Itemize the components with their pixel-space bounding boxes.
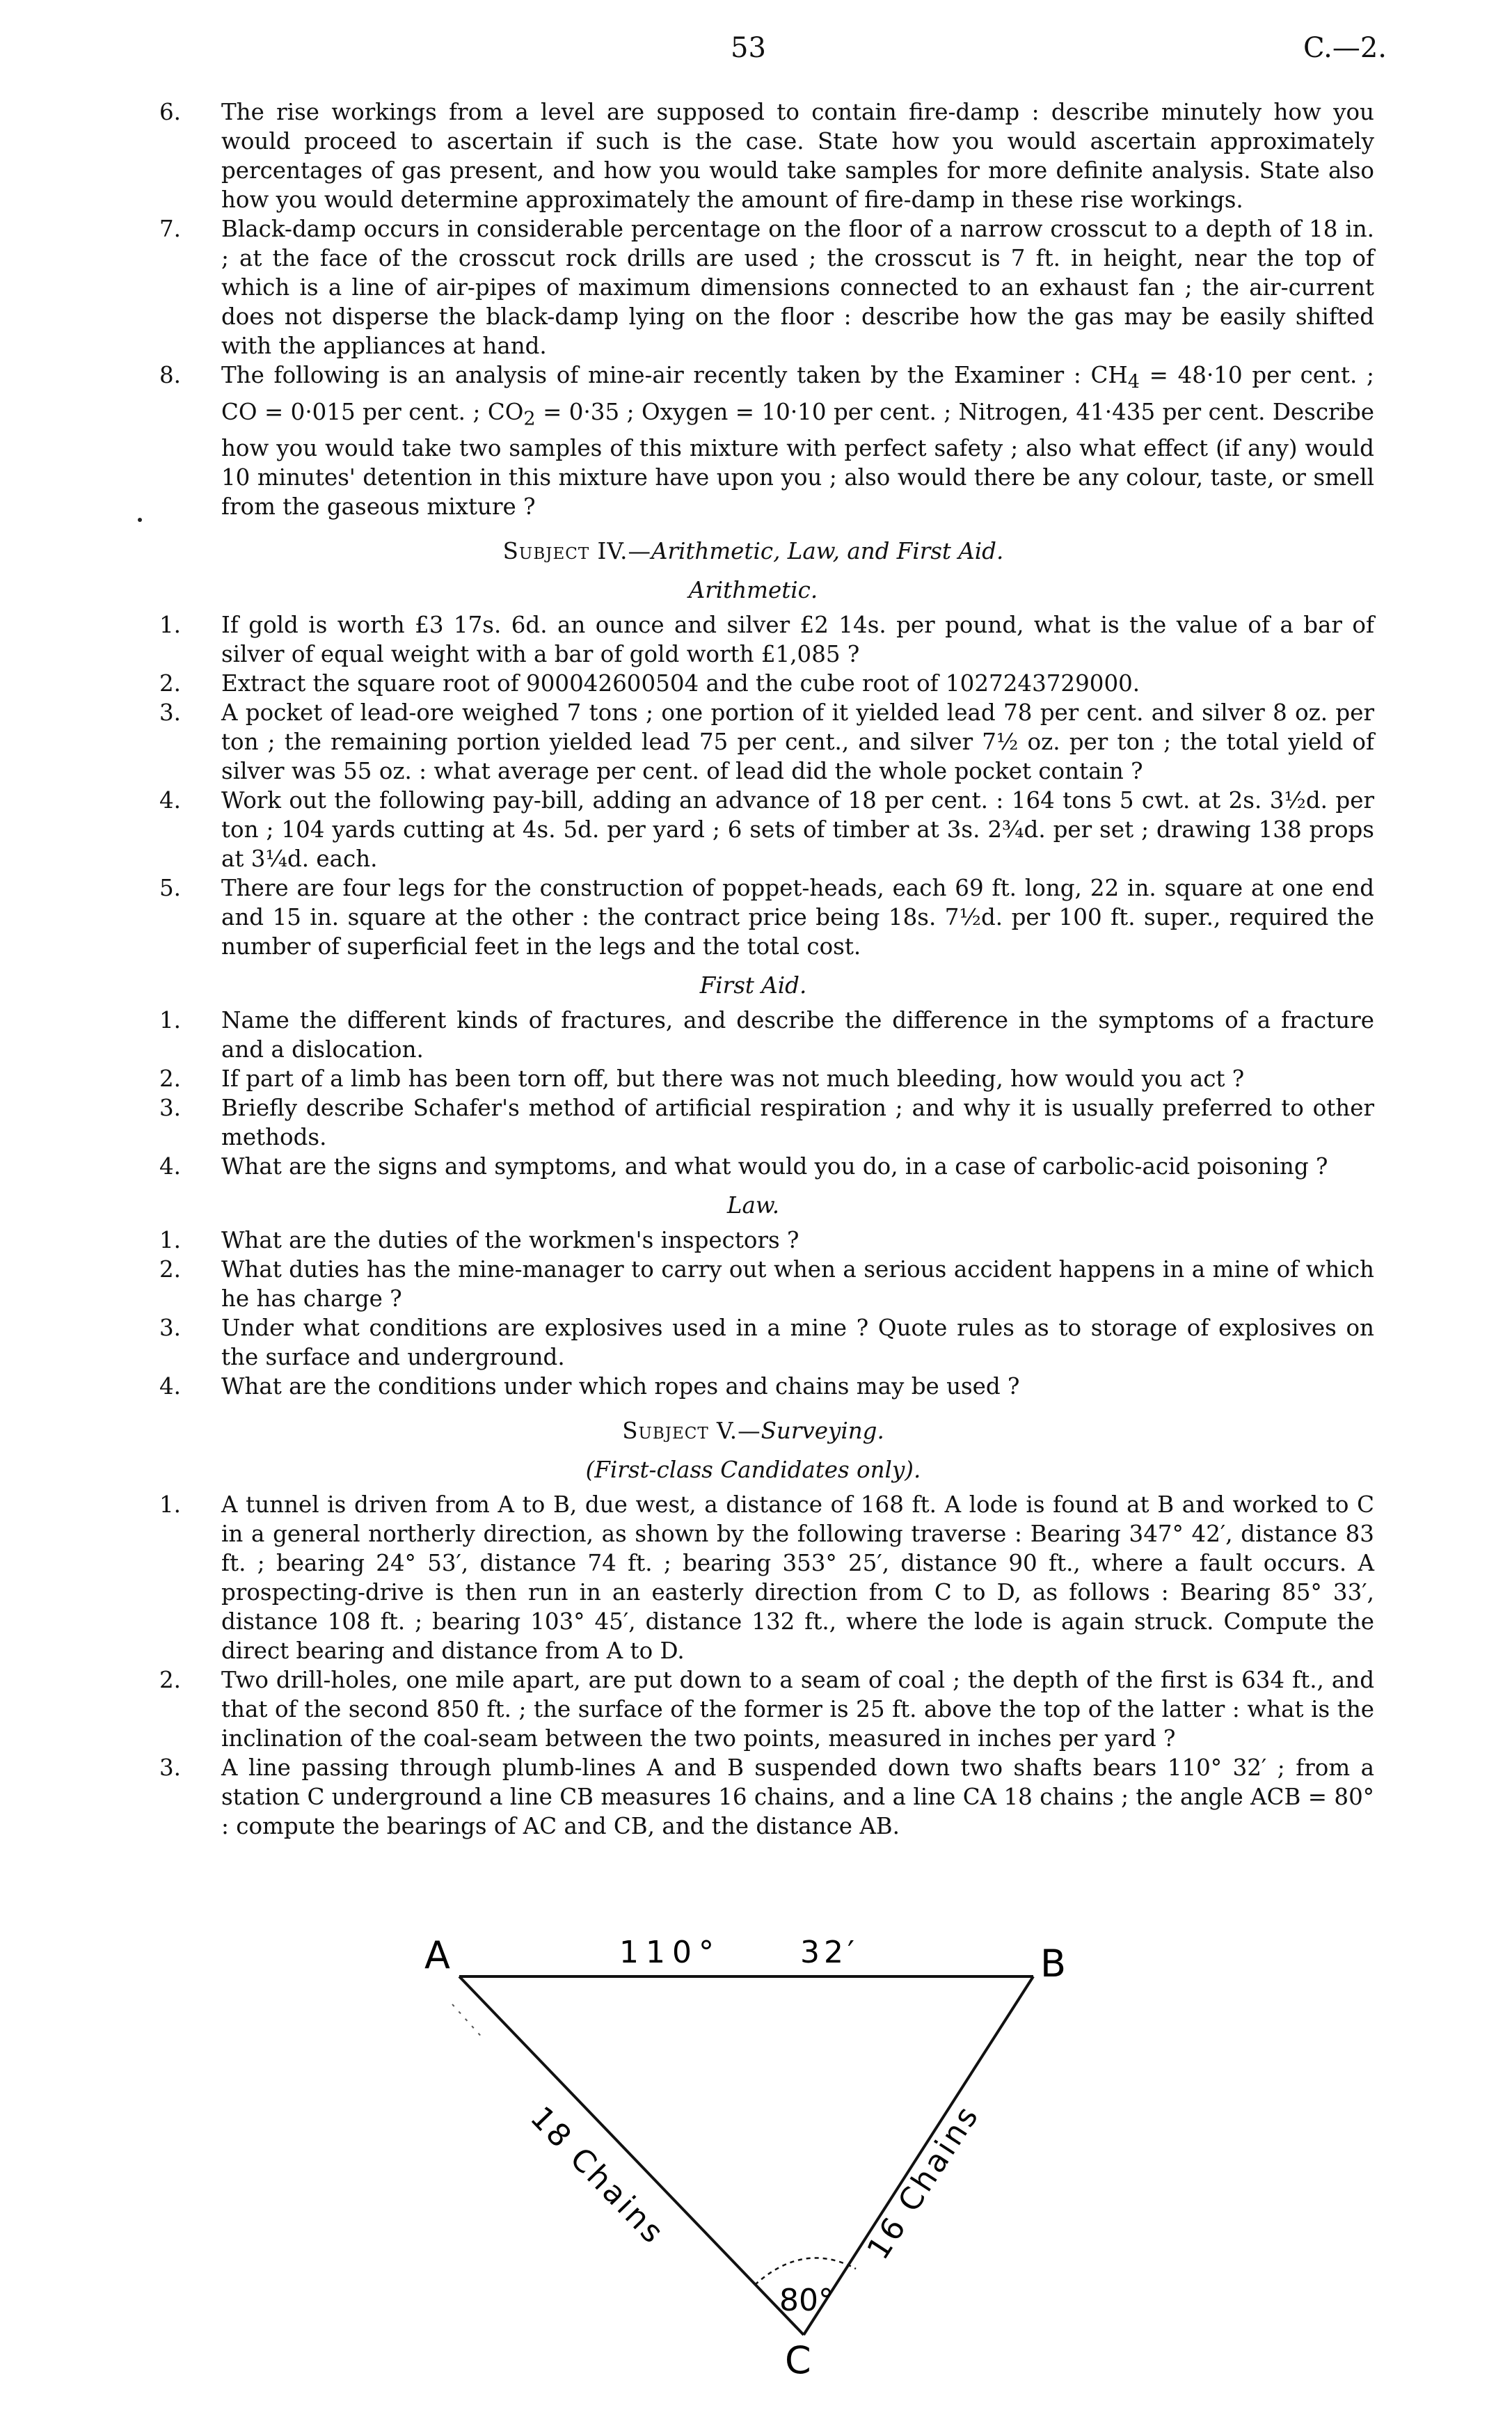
- question-number: 2.: [159, 1256, 181, 1283]
- question-number: 1.: [159, 1007, 181, 1033]
- question-item: [132, 360, 1374, 521]
- question-item: [132, 97, 1374, 214]
- question-number: 6.: [159, 99, 181, 125]
- subscript: 2: [523, 408, 536, 429]
- side-ca-length: 18 Chains: [523, 2100, 672, 2252]
- question-text: A line passing through plumb-lines A and B suspended down two shafts bears 110° 32′ ; from a station C underground a line CB measures 16 chains, and a line CA 18 chains ; the angle ACB = 80° : compute the bearings of AC and CB, and the distance AB.: [221, 1754, 1374, 1839]
- angle-arc: [755, 2258, 856, 2285]
- subject-heading: [132, 537, 1374, 566]
- page-header: [0, 26, 1512, 68]
- label-c: C: [785, 2338, 811, 2380]
- question-number: 1.: [159, 1227, 181, 1253]
- question-item: [132, 1753, 1374, 1841]
- question-text: Work out the following pay-bill, adding an advance of 18 per cent. : 164 tons 5 cwt. at 2s. 3½d. per ton ; 104 yards cutting at 4s. 5d. per yard ; 6 sets of timber at 3s. 2¾d. per set ; drawing 138 props at 3¼d. each.: [221, 787, 1374, 872]
- subscript: 4: [1127, 371, 1140, 393]
- question-text: A tunnel is driven from A to B, due west, a distance of 168 ft. A lode is found at B and worked to C in a general northerly direction, as shown by the following traverse : Bearing 347° 42′, distance 83 ft. ; bearing 24° 53′, distance 74 ft. ; bearing 353° 25′, distance 90 ft., where a fault occurs. A prospecting-drive is then run in an easterly direction from C to D, as follows : Bearing 85° 33′, distance 108 ft. ; bearing 103° 45′, distance 132 ft., where the lode is again struck. Compute the direct bearing and distance from A to D.: [221, 1491, 1374, 1664]
- question-item: [132, 669, 1374, 698]
- question-text: If part of a limb has been torn off, but there was not much bleeding, how would you act ?: [221, 1065, 1245, 1092]
- question-number: 4.: [159, 1373, 181, 1400]
- question-text: The rise workings from a level are supposed to contain fire-damp : describe minutely how you would proceed to ascertain if such is the case. State how you would ascertain approximately percentages of gas present, and how you would take samples for more definite analysis. State also how you would determine approximately the amount of fire-damp in these rise workings.: [221, 99, 1374, 213]
- line-bc: [804, 1976, 1033, 2335]
- section-heading: Law.: [726, 1192, 780, 1219]
- question-item: [132, 1064, 1374, 1093]
- question-text: Two drill-holes, one mile apart, are put down to a seam of coal ; the depth of the first is 634 ft., and that of the second 850 ft. ; the surface of the former is 25 ft. above the top of the latter : what is the inclination of the coal-seam between the two points, measured in inches per yard ?: [221, 1667, 1374, 1752]
- question-number: 4.: [159, 787, 181, 814]
- subject-title: Surveying.: [761, 1418, 884, 1444]
- question-text-part: The following is an analysis of mine-air recently taken by the Examiner : CH: [221, 362, 1128, 388]
- question-item: [132, 214, 1374, 360]
- question-number: 1.: [159, 1491, 181, 1518]
- label-a: A: [424, 1935, 450, 1977]
- line-ac: [459, 1976, 804, 2335]
- question-item: [132, 1255, 1374, 1313]
- question-item: [132, 698, 1374, 786]
- question-item: [132, 1490, 1374, 1665]
- question-item: [132, 1372, 1374, 1401]
- section-heading: First Aid.: [699, 972, 807, 999]
- question-number: 2.: [159, 1667, 181, 1693]
- section-note: (First-class Candidates only).: [585, 1457, 921, 1483]
- question-text: Extract the square root of 900042600504 and the cube root of 1027243729000.: [221, 670, 1140, 697]
- question-text: What duties has the mine-manager to carry out when a serious accident happens in a mine of which he has charge ?: [221, 1256, 1374, 1312]
- question-text-part: = 48·10 per cent. ; CO = 0·015 per cent. ; CO: [221, 362, 1374, 425]
- document-reference: C.—2.: [1303, 32, 1387, 64]
- question-item: [132, 1006, 1374, 1064]
- question-item: [132, 1665, 1374, 1753]
- question-text: What are the signs and symptoms, and what would you do, in a case of carbolic-acid poisoning ?: [221, 1153, 1328, 1180]
- question-number: 1.: [159, 612, 181, 638]
- triangle-diagram: [404, 1935, 1099, 2380]
- question-text: Briefly describe Schafer's method of artificial respiration ; and why it is usually preferred to other methods.: [221, 1095, 1374, 1150]
- subject-prefix: Subject V.—: [622, 1418, 761, 1444]
- question-item: [132, 1313, 1374, 1372]
- question-item: [132, 1226, 1374, 1255]
- faint-construction-line: [452, 2004, 484, 2039]
- question-number: 2.: [159, 670, 181, 697]
- question-number: 8.: [159, 362, 181, 388]
- question-text: Name the different kinds of fractures, and describe the difference in the symptoms of a fracture and a dislocation.: [221, 1007, 1374, 1063]
- page-number: 53: [731, 32, 766, 64]
- question-item: [132, 1093, 1374, 1152]
- question-item: [132, 873, 1374, 961]
- question-text: A pocket of lead-ore weighed 7 tons ; one portion of it yielded lead 78 per cent. and silver 8 oz. per ton ; the remaining portion yielded lead 75 per cent., and silver 7½ oz. per ton ; the total yield of silver was 55 oz. : what average per cent. of lead did the whole pocket contain ?: [221, 699, 1374, 784]
- bearing-minutes: 32′: [800, 1935, 859, 1970]
- question-text: Under what conditions are explosives used in a mine ? Quote rules as to storage of explosives on the surface and underground.: [221, 1315, 1374, 1370]
- question-number: 3.: [159, 1754, 181, 1781]
- subject-title: Arithmetic, Law, and First Aid.: [651, 538, 1004, 564]
- label-b: B: [1040, 1942, 1067, 1986]
- question-number: 3.: [159, 1315, 181, 1341]
- question-item: [132, 786, 1374, 873]
- question-number: 7.: [159, 216, 181, 242]
- question-item: [132, 1152, 1374, 1181]
- question-text: There are four legs for the construction of poppet-heads, each 69 ft. long, 22 in. square at one end and 15 in. square at the other : the contract price being 18s. 7½d. per 100 ft. super., required the number of superficial feet in the legs and the total cost.: [221, 875, 1374, 960]
- question-text: Black-damp occurs in considerable percentage on the floor of a narrow crosscut to a depth of 18 in. ; at the face of the crosscut rock drills are used ; the crosscut is 7 ft. in height, near the top of which is a line of air-pipes of maximum dimensions connected to an exhaust fan ; the air-current does not disperse the black-damp lying on the floor : describe how the gas may be easily shifted with the appliances at hand.: [221, 216, 1374, 359]
- question-text: What are the duties of the workmen's inspectors ?: [221, 1227, 799, 1253]
- bearing-degrees: 110°: [619, 1935, 721, 1970]
- side-cb-length: 16 Chains: [860, 2098, 987, 2266]
- question-item: [132, 610, 1374, 669]
- question-text-part: = 0·35 ; Oxygen = 10·10 per cent. ; Nitrogen, 41·435 per cent. Describe how you would take two samples of this mixture with perfect safety ; also what effect (if any) would 10 minutes' detention in this mixture have upon you ; also would there be any colour, taste, or smell from the gaseous mixture ?: [221, 398, 1375, 520]
- question-number: 3.: [159, 699, 181, 726]
- question-number: 3.: [159, 1095, 181, 1121]
- subject-heading: [132, 1416, 1374, 1445]
- section-heading: Arithmetic.: [688, 577, 818, 603]
- question-number: 4.: [159, 1153, 181, 1180]
- question-text: What are the conditions under which ropes and chains may be used ?: [221, 1373, 1020, 1400]
- subject-prefix: Subject IV.—: [502, 538, 651, 564]
- question-number: 2.: [159, 1065, 181, 1092]
- question-text: If gold is worth £3 17s. 6d. an ounce and silver £2 14s. per pound, what is the value of a bar of silver of equal weight with a bar of gold worth £1,085 ?: [221, 612, 1374, 667]
- angle-c-value: 80°: [779, 2283, 834, 2318]
- question-number: 5.: [159, 875, 181, 901]
- page-body: [132, 97, 1374, 1841]
